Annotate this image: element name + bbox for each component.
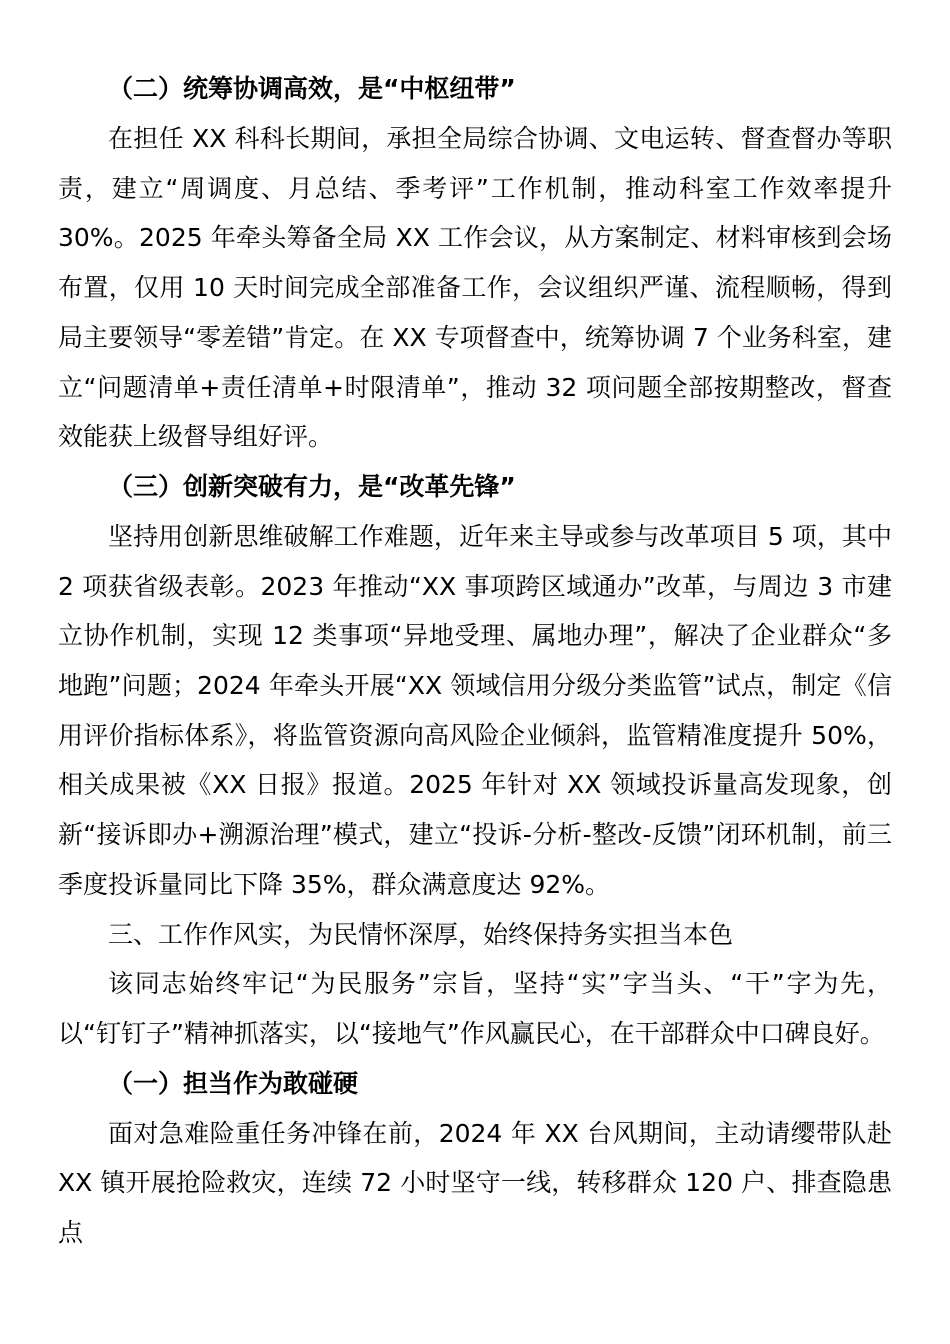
subsection-heading-3: （三）创新突破有力，是“改革先锋” — [108, 471, 516, 501]
body-paragraph-innovation: 坚持用创新思维破解工作难题，近年来主导或参与改革项目 5 项，其中 2 项获省级表彰。2023 年推动“XX 事项跨区域通办”改革，与周边 3 市建立协作机制，实现 12 类事项“异地受理、属地办理”，解决了企业群众“多地跑”问题；2024 年牵头开展“XX 领域信用分级分类监管”试点，制定《信用评价指标体系》，将监管资源向高风险企业倾斜，监管精准度提升 50%，相关成果被《XX 日报》报道。2025 年针对 XX 领域投诉量高发现象，创新“接诉即办+溯源治理”模式，建立“投诉-分析-整改-反馈”闭环机制，前三季度投诉量同比下降 35%，群众满意度达 92%。 — [58, 521, 892, 899]
subsection-heading-2: （二）统筹协调高效，是“中枢纽带” — [108, 74, 516, 103]
subsection-heading-1: （一）担当作为敢碰硬 — [108, 1068, 359, 1098]
body-paragraph-coordination: 在担任 XX 科科长期间，承担全局综合协调、文电运转、督查督办等职责，建立“周调度、月总结、季考评”工作机制，推动科室工作效率提升 30%。2025 年牵头筹备全局 XX 工作会议，从方案制定、材料审核到会场布置，仅用 10 天时间完成全部准备工作，会议组织严谨、流程顺畅，得到局主要领导“零差错”肯定。在 XX 专项督查中，统筹协调 7 个业务科室，建立“问题清单+责任清单+时限清单”，推动 32 项问题全部按期整改，督查效能获上级督导组好评。 — [58, 124, 892, 452]
body-paragraph-work-style: 该同志始终牢记“为民服务”宗旨，坚持“实”字当头、“干”字为先，以“钉钉子”精神抓落实，以“接地气”作风赢民心，在干部群众中口碑良好。 — [58, 969, 892, 1048]
body-paragraph-responsibility: 面对急难险重任务冲锋在前，2024 年 XX 台风期间，主动请缨带队赴 XX 镇开展抢险救灾，连续 72 小时坚守一线，转移群众 120 户、排查隐患点 — [58, 1118, 892, 1248]
document-body — [58, 64, 892, 1258]
section-heading-3: 三、工作作风实，为民情怀深厚，始终保持务实担当本色 — [108, 919, 734, 949]
